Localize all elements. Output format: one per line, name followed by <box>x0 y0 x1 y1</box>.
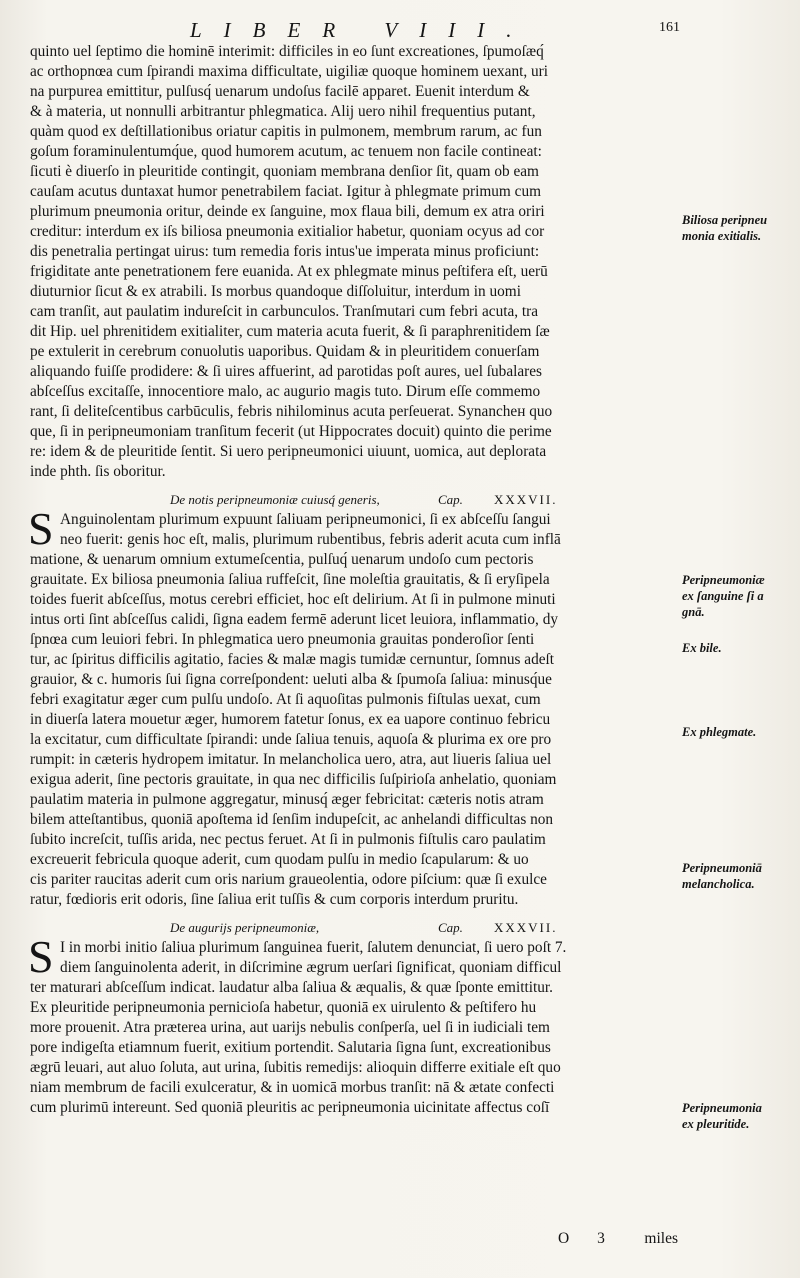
text-line: intus orti ſint abſceſſus calidi, ſigna eadem fermē aderunt licet leuiora, inflammatio, dy <box>30 611 558 628</box>
text-line: more prouenit. Atra præterea urina, aut uarijs nebulis conſperſa, uel ſi in iudiciali tem <box>30 1019 550 1036</box>
text-line: & à materia, ut nonnulli arbitrantur phlegmatica. Alij uero nihil frequentius putant, <box>30 103 536 120</box>
text-line: matione, & uenarum omnium extumeſcentia, pulſuq́ uenarum undoſo cum pectoris <box>30 551 534 568</box>
chapter-number: XXXVII. <box>494 492 558 507</box>
main-text-block <box>30 42 678 1118</box>
margin-note: Ex phlegmate. <box>682 725 757 739</box>
text-line: ſubito increſcit, tuſſis arida, nec pectus feruet. At ſi in pulmonis fiſtulis caro paulatim <box>30 831 546 848</box>
text-line: goſum foraminulentumq́ue, quod humorem acutum, ac tenuem non facile contineat: <box>30 143 542 160</box>
text-line: na purpurea emittitur, pulſusq́ uenarum undoſus facilē apparet. Euenit interdum & <box>30 83 530 100</box>
paragraph-signs <box>30 510 678 910</box>
text-line: I in morbi initio ſaliua plurimum ſanguinea fuerit, ſalutem denunciat, ſi uero poſt 7. <box>60 939 567 956</box>
text-line: inde phth. ſis oboritur. <box>30 463 166 480</box>
text-line: aliquando fuiſſe prodidere: & ſi uires affuerint, ad parotidas poſt aures, uel ſubalares <box>30 363 542 380</box>
text-line: creditur: interdum ex iſs biliosa pneumonia exitialior habetur, quoniam ocyus ad cor <box>30 223 545 240</box>
text-line: pore indigeſta etiamnum fuerit, exitium portendit. Salutaria ſigna ſunt, excreationibus <box>30 1039 551 1056</box>
drop-capital: S <box>28 931 54 982</box>
margin-note: Peripneumonia ex pleuritide. <box>682 1101 762 1131</box>
paragraph-peripneumonia-causes <box>30 42 678 482</box>
chapter-body <box>28 931 678 1118</box>
text-line: tur, ac ſpiritus difficilis agitatio, facies & malæ magis tumidæ cernuntur, ſomnus adeſt <box>30 651 555 668</box>
chapter-body <box>28 503 678 910</box>
text-line: pe extulerit in cerebrum conuolutis uaporibus. Quidam & in pleuritidem conuerſam <box>30 343 540 360</box>
text-line: dit Hip. uel phrenitidem exitialiter, cum materia acuta fuerit, & ſi paraphrenitidem ſæ <box>30 323 550 340</box>
text-line: ægrū leuari, aut aluo ſoluta, aut urina, ſubitis remedijs: alioquin differre exitiale eſt quo <box>30 1059 561 1076</box>
text-line: cis pariter raucitas aderit cum oris narium graueolentia, odore piſcium: quæ ſi exulce <box>30 871 547 888</box>
drop-capital: S <box>28 503 54 554</box>
margin-note: Peripneumoniæ ex ſanguine ſi a gnā. <box>682 573 765 619</box>
page-number: 161 <box>659 20 680 35</box>
text-line: la excitatur, cum difficultate ſpirandi: unde ſaliua tenuis, aquoſa & plurima ex ore pro <box>30 731 552 748</box>
text-line: quàm quod ex deſtillationibus oriatur capitis in pulmonem, membrum rarum, ac fun <box>30 123 542 140</box>
chapter-heading <box>30 486 678 508</box>
text-line: cam tranſit, aut paulatim indureſcit in carbunculos. Tranſmutari cum febri acuta, tra <box>30 303 539 320</box>
text-line: quinto uel ſeptimo die hominē interimit: difficiles in eo ſunt excreationes, ſpumoſæq́ <box>30 43 544 60</box>
text-line: ſicuti è diuerſo in pleuritide contingit, quoniam membrana denſior ſit, quam ob eam <box>30 163 539 180</box>
text-line: grauior, & c. humoris ſui ſigna correſpondent: ueluti alba & ſpumoſa ſaliua: minusq́ue <box>30 671 552 688</box>
catchword: miles <box>644 1230 678 1247</box>
text-line: abſceſſus excitaſſe, innocentiore malo, ac augurio magis tuto. Dirum eſſe commemo <box>30 383 541 400</box>
text-line: excreuerit febricula quoque aderit, cum quodam pulſu in medio ſcapularum: & uo <box>30 851 529 868</box>
text-line: neo fuerit: genis hoc eſt, malis, plurimum rubentibus, febris aderit acuta cum inflā <box>60 531 561 548</box>
text-line: grauitate. Ex biliosa pneumonia ſaliua ruffeſcit, ſine moleſtia grauitatis, & ſi eryſipela <box>30 571 550 588</box>
chapter-label: Cap. <box>438 492 463 507</box>
text-line: paulatim materia in pulmone aggregatur, minusq́ æger febricitat: cæteris notis atram <box>30 791 544 808</box>
text-line: ac orthopnœa cum ſpirandi maxima difficultate, uigiliæ quoque hominem uexant, uri <box>30 63 548 80</box>
page-header <box>190 18 680 40</box>
text-line: cum plurimū intereunt. Sed quoniā pleuritis ac peripneumonia uicinitate affectus coſī <box>30 1099 550 1116</box>
chapter-number: XXXVII. <box>494 920 558 935</box>
chapter-label: Cap. <box>438 920 463 935</box>
margin-note: Ex bile. <box>682 641 722 655</box>
chapter-title: De augurijs peripneumoniæ, <box>170 920 320 935</box>
text-line: exigua aderit, ſine pectoris grauitate, in qua nec difficilis ſuſpirioſa anhelatio, quoniam <box>30 771 557 788</box>
text-line: toides fuerit abſceſſus, motus cerebri efficiet, hoc eſt delirium. At ſi in pulmone minuti <box>30 591 556 608</box>
text-line: bilem atteſtantibus, quoniā apoſtema id ſenſim induреſcit, ac anhelandi difficultas non <box>30 811 554 828</box>
chapter-heading <box>30 914 678 936</box>
page-footer <box>30 1230 678 1252</box>
margin-note: Biliosa peripneu monia exitialis. <box>682 213 768 243</box>
text-line: niam membrum de facili exulceratur, & in uomicā morbus tranſit: nā & ætate confecti <box>30 1079 555 1096</box>
text-line: Ex pleuritide peripneumonia pernicioſa habetur, quoniā ex uirulento & peſtifero hu <box>30 999 537 1016</box>
signature-mark: O 3 <box>558 1230 617 1247</box>
text-line: Anguinolentam plurimum expuunt ſaliuam peripneumonici, ſi ex abſceſſu ſangui <box>60 511 551 528</box>
text-line: que, ſi in peripneumoniam tranſitum fecerit (ut Hippocrates docuit) quinto die perime <box>30 423 552 440</box>
text-line: ter maturari abſceſſum indicat. laudatur alba ſaliua & æqualis, & quæ ſponte emittitur. <box>30 979 553 996</box>
text-line: cauſam acutus duntaxat humor penetrabilem faciat. Igitur à phlegmate primum cum <box>30 183 541 200</box>
margin-note: Peripneumoniā melancholica. <box>682 861 762 891</box>
text-line: ſpnœa cum leuiori febri. In phlegmatica uero pneumonia grauitas ponderoſior ſenti <box>30 631 535 648</box>
text-line: dis penetralia pertingat uirus: tum remedia foris intus'ue imperata minus proficiunt: <box>30 243 540 260</box>
chapter-title: De notis peripneumoniæ cuiusq́ generis, <box>170 492 380 507</box>
text-line: rant, ſi deliteſcentibus carbūculis, febris nihilominus acuta perſeuerat. Synancheн quo <box>30 403 553 420</box>
text-line: ratur, fœdioris erit odoris, ſine ſaliua erit tuſſis & cum corporis interdum pruritu. <box>30 891 519 908</box>
text-line: diuturnior ſicut & ex atrabili. Is morbus quandoque diſſoluitur, interdum in uomi <box>30 283 521 300</box>
text-line: febri exagitatur æger cum pulſu undoſo. At ſi aquoſitas pulmonis fiſtulas uexat, cum <box>30 691 541 708</box>
text-line: diem ſanguinolenta aderit, in diſcrimine ægrum uerſari ſignificat, quoniam difficul <box>60 959 562 976</box>
running-title: LIBER VIII. <box>190 18 534 42</box>
text-line: rumpit: in cæteris hydropem imitatur. In melancholica uero, atra, aut liueris ſaliua uel <box>30 751 552 768</box>
text-line: in diuerſa latera mouetur æger, humorem fatetur ſonus, ex ea uapore continuo febricu <box>30 711 551 728</box>
text-line: re: idem & de pleuritide ſentit. Si uero peripneumonici uiuunt, uomica, aut deplorata <box>30 443 547 460</box>
text-line: plurimum pneumonia oritur, deinde ex ſanguine, mox flaua bili, demum ex atra oriri <box>30 203 545 220</box>
paragraph-prognosis <box>30 938 678 1118</box>
text-line: frigiditate ante penetrationem fere euanida. At ex phlegmate minus peſtifera eſt, uerū <box>30 263 548 280</box>
